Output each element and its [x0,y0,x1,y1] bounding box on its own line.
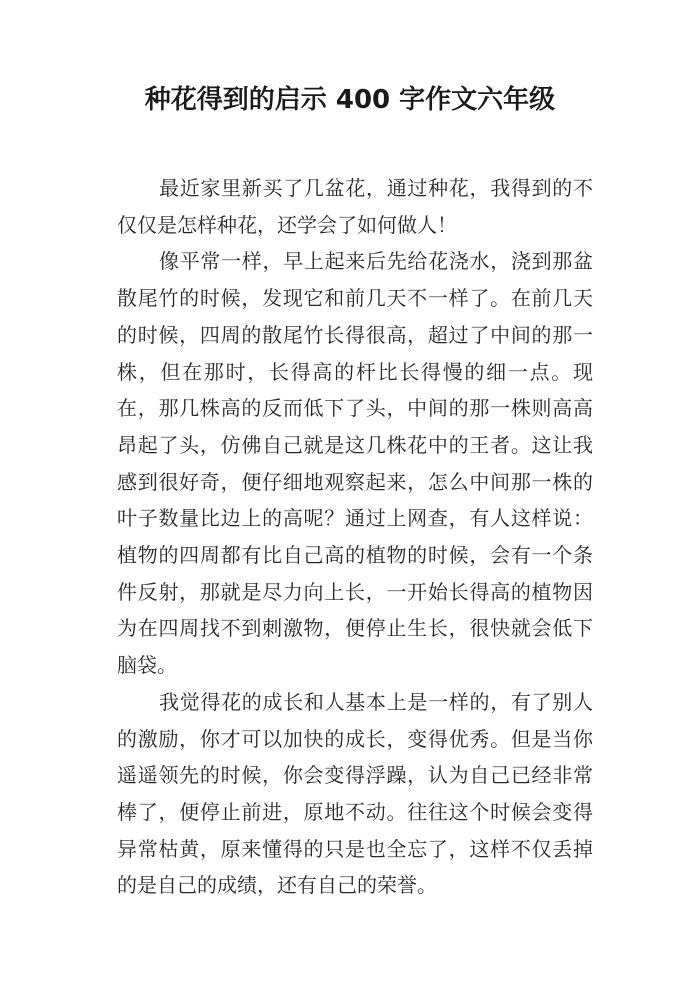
essay-paragraph-2: 像平常一样，早上起来后先给花浇水，浇到那盆散尾竹的时候，发现它和前几天不一样了。在前几天的时候，四周的散尾竹长得很高，超过了中间的那一株，但在那时，长得高的杆比长得慢的细一点。现在，那几株高的反而低下了头，中间的那一株则高高昂起了头，仿佛自己就是这几株花中的王者。这让我感到很好奇，便仔细地观察起来，怎么中间那一株的叶子数量比边上的高呢？通过上网查，有人这样说：植物的四周都有比自己高的植物的时候，会有一个条件反射，那就是尽力向上长，一开始长得高的植物因为在四周找不到刺激物，便停止生长，很快就会低下脑袋。 [117,249,593,678]
essay-title: 种花得到的启示 400 字作文六年级 [144,85,556,115]
essay-body [117,170,593,904]
essay-paragraph-1: 最近家里新买了几盆花，通过种花，我得到的不仅仅是怎样种花，还学会了如何做人！ [117,176,593,237]
essay-paragraph-3: 我觉得花的成长和人基本上是一样的，有了别人的激励，你才可以加快的成长，变得优秀。但是当你遥遥领先的时候，你会变得浮躁，认为自己已经非常棒了，便停止前进，原地不动。往往这个时候会变得异常枯黄，原来懂得的只是也全忘了，这样不仅丢掉的是自己的成绩，还有自己的荣誉。 [117,689,593,898]
